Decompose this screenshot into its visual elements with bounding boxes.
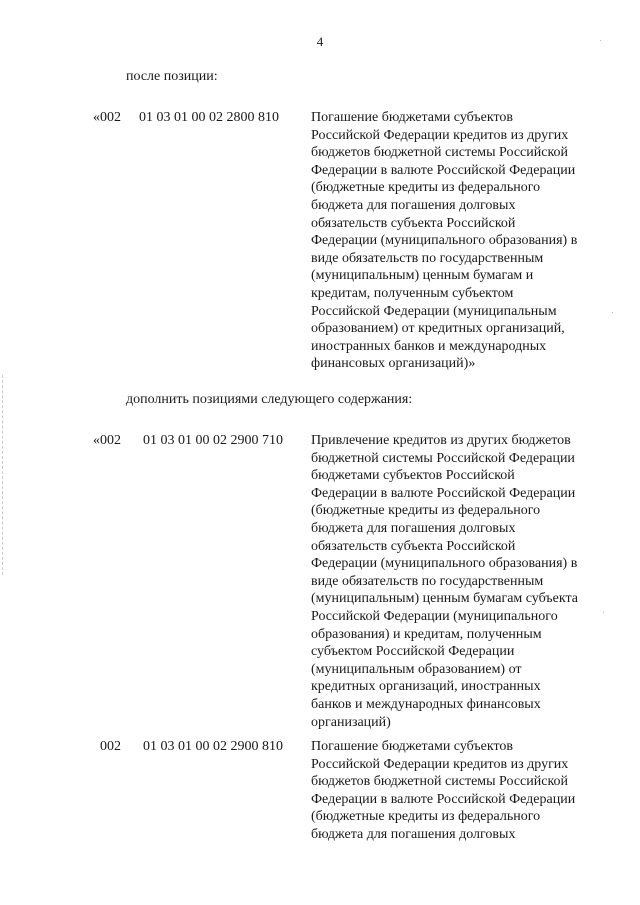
scan-speck [600,40,601,41]
page-number: 4 [316,34,324,49]
description-line: обязательств субъекта Российской [311,538,516,554]
description-line: банков и международных финансовых [311,696,541,712]
description-line: Российской Федерации кредитов из других [311,127,569,143]
description-line: виде обязательств по государственным [311,573,544,589]
scan-speck [612,312,613,313]
intro-after-paragraph: после позиции: [126,69,218,84]
description-line: Федерации в валюте Российской Федерации [311,485,576,501]
scan-speck [603,612,604,613]
description-line: Федерации (муниципального образования) в [311,556,578,572]
description-line: Погашение бюджетами субъектов [311,739,514,754]
description-line: субъектом Российской Федерации [311,644,515,660]
classification-code: 01 03 01 00 02 2800 810 [139,110,279,125]
description-line: обязательств субъекта Российской [311,215,516,231]
description-line: бюджетов бюджетной системы Российской [311,145,569,161]
scan-margin-marks [2,375,5,575]
entry-description [311,109,611,373]
description-line: бюджета для погашения долговых [311,197,516,213]
description-line: образования) и кредитам, полученным [311,626,542,642]
description-line: (бюджетные кредиты из федерального [311,809,541,825]
description-line: иностранных банков и международных [311,338,547,354]
description-line: финансовых организаций)» [311,356,476,372]
description-line: Российской Федерации (муниципальным [311,303,557,319]
description-line: Федерации (муниципального образования) в [311,233,578,249]
description-line: виде обязательств по государственным [311,250,544,266]
admin-code: 002 [100,739,121,754]
description-line: Привлечение кредитов из других бюджетов [311,433,571,448]
description-line: (бюджетные кредиты из федерального [311,503,541,519]
description-line: бюджетов бюджетной системы Российской [311,774,569,790]
description-line: Российской Федерации (муниципального [311,608,558,624]
entry-description [311,738,611,844]
description-line: бюджета для погашения долговых [311,826,516,842]
description-line: Российской Федерации кредитов из других [311,756,569,772]
entry-description [311,432,611,731]
description-line: Погашение бюджетами субъектов [311,110,514,125]
classification-code: 01 03 01 00 02 2900 810 [143,739,283,754]
description-line: (муниципальным) ценным бумагам субъекта [311,591,578,607]
description-line: бюджетами субъектов Российской [311,468,515,484]
admin-code: «002 [93,433,121,448]
description-line: организаций) [311,714,391,730]
description-line: бюджета для погашения долговых [311,520,516,536]
description-line: Федерации в валюте Российской Федерации [311,162,576,178]
description-line: (муниципальным) ценным бумагам и [311,268,534,284]
description-line: кредитных организаций, иностранных [311,679,541,695]
description-line: бюджетной системы Российской Федерации [311,450,575,466]
description-line: образованием) от кредитных организаций, [311,321,565,337]
description-line: кредитам, полученным субъектом [311,285,514,301]
intro-add-paragraph: дополнить позициями следующего содержания: [126,392,413,407]
classification-code: 01 03 01 00 02 2900 710 [143,433,283,448]
description-line: Федерации в валюте Российской Федерации [311,791,576,807]
admin-code: «002 [93,110,121,125]
description-line: (муниципальным образованием) от [311,661,522,677]
description-line: (бюджетные кредиты из федерального [311,180,541,196]
